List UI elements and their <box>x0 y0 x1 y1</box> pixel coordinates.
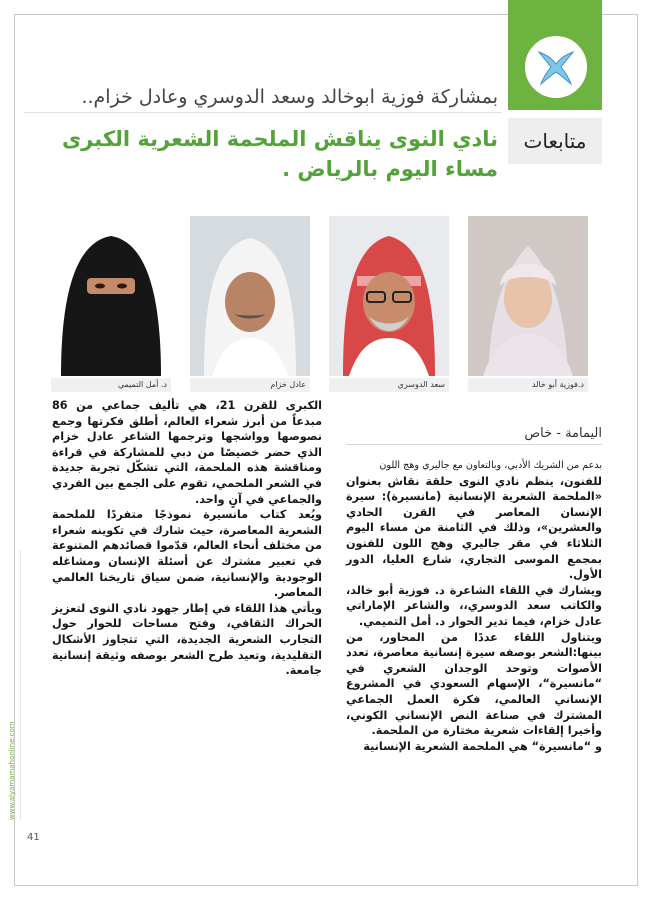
credit-divider <box>346 444 602 445</box>
article-column-left <box>52 398 322 679</box>
photo-caption: د.فوزية أبو خالد <box>468 378 588 392</box>
article-paragraph: الكبرى للقرن 21، هي تأليف جماعي من 86 مبدعاً من أبرز شعراء العالم، أطلق فكرتها وجمع نصوصها وواشجها وترجمها الشاعر عادل خزام الذي حضر خصيصًا من دبي للمشاركة في قراءة ومناقشة هذه الملحمة، التي تشكّل تجربة جديدة في الشعر الملحمي، تقوم على الجمع بين الفردي والجماعي في آنٍ واحد. <box>52 399 322 506</box>
article-paragraph: ويُعد كتاب مانسيرة نموذجًا متفردًا للملحمة الشعرية المعاصرة، حيث شارك في تكوينه شعراء من مختلف أنحاء العالم، قدّموا قصائدهم المتنوعة في تعبير مشترك عن أسئلة الإنسان ومشاغله الوجودية والإنسانية، ضمن سياق تاريخنا العالمي المعاصر. <box>52 508 322 600</box>
star-logo-icon <box>531 42 581 92</box>
article-credit: اليمامة - خاص <box>524 426 602 441</box>
article-column-right <box>346 458 602 754</box>
section-label: متابعات <box>508 118 602 164</box>
photo-caption: د. أمل التميمي <box>51 378 171 392</box>
website-url[interactable] <box>6 640 22 820</box>
magazine-logo <box>523 34 589 100</box>
article-paragraph: للفنون، ينظم نادي النوى حلقة نقاش بعنوان «الملحمة الشعرية الإنسانية (مانسيرة): سيرة الإنسان المعاصر في القرن الحادي والعشرين»، وذلك في الثامنة من مساء اليوم الثلاثاء في مقر جاليري وهج اللون للفنون بمجمع الموسى التجاري، شارع العليا، الدور الأول. <box>346 474 602 582</box>
woman-portrait-icon <box>468 216 588 376</box>
article-paragraph: ويتناول اللقاء عددًا من المحاور، من بينها:الشعر بوصفه سيرة إنسانية معاصرة، تعدد الأصوات وتوحد الوجدان الشعري في “مانسيرة“، الإسهام السعودي في المشروع الإنساني العالمي، فكرة العمل الجماعي المشترك في صناعة النص الإنساني الكوني، وأخيرا إلقاءات شعرية مختارة من الملحمة. <box>346 630 602 738</box>
photo-saad <box>329 216 449 376</box>
photo-amal <box>51 216 171 376</box>
article-intro: بدعم من الشريك الأدبي، وبالتعاون مع جاليري وهج اللون <box>379 460 602 471</box>
article-paragraph: و “مانسيرة“ هي الملحمة الشعرية الإنسانية <box>363 739 602 753</box>
photo-fawzia <box>468 216 588 376</box>
headline <box>58 124 498 184</box>
article-paragraph: ويشارك في اللقاء الشاعرة د. فوزية أبو خالد، والكاتب سعد الدوسري،، والشاعر الإماراتي عادل خزام، فيما تدير الحوار د. أمل التميمي. <box>346 583 602 628</box>
supertitle: بمشاركة فوزية ابوخالد وسعد الدوسري وعادل خزام.. <box>81 86 498 108</box>
header-divider <box>24 112 502 113</box>
headline-line: نادي النوى يناقش الملحمة الشعرية الكبرى <box>61 127 498 151</box>
page-number: 41 <box>27 832 40 843</box>
headline-line: مساء اليوم بالرياض . <box>282 157 498 181</box>
photo-adel <box>190 216 310 376</box>
article-paragraph: ويأتي هذا اللقاء في إطار جهود نادي النوى لتعزيز الحراك الثقافي، وفتح مساحات للحوار حول التجارب الشعرية الجديدة، التي تتجاوز الأشكال التقليدية، وتعيد طرح الشعر بوصفه وثيقة إنسانية جامعة. <box>52 601 322 678</box>
man-ghutra-portrait-icon <box>329 216 449 376</box>
man-white-ghutra-portrait-icon <box>190 216 310 376</box>
photo-caption: سعد الدوسري <box>329 378 449 392</box>
veiled-woman-portrait-icon <box>51 216 171 376</box>
photo-caption: عادل خزام <box>190 378 310 392</box>
website-url-text[interactable]: www.alyamamahonline.com <box>8 721 16 820</box>
